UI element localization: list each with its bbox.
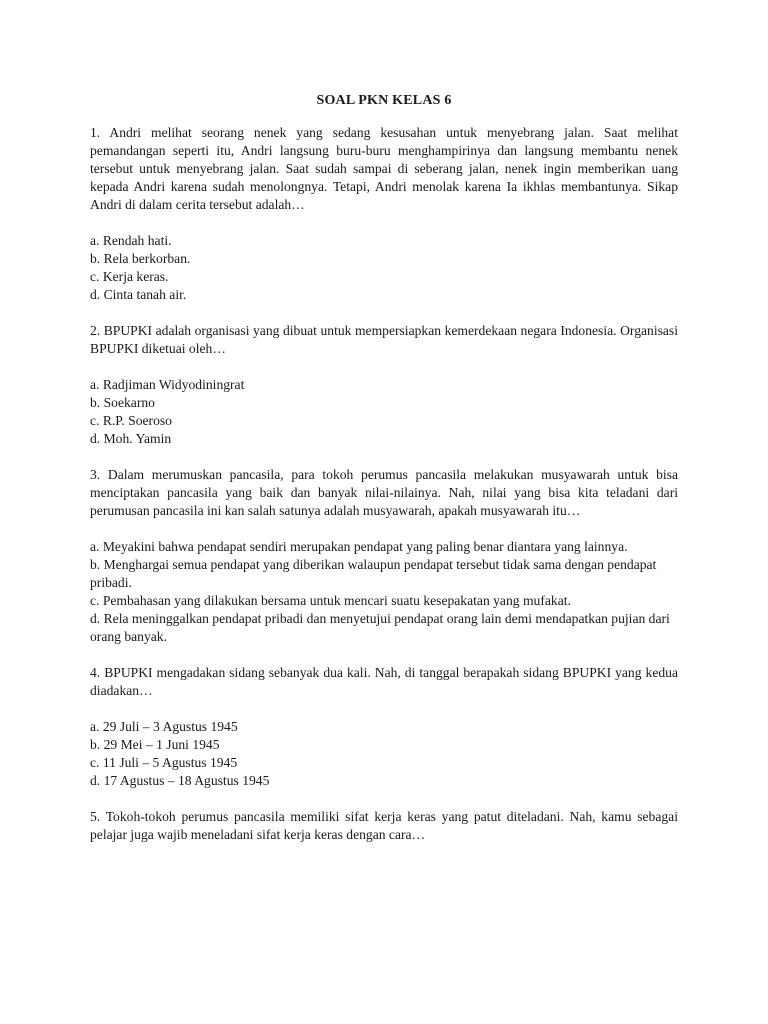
question-text: 2. BPUPKI adalah organisasi yang dibuat untuk mempersiapkan kemerdekaan negara Indonesia. Organisasi BPUPKI diketuai oleh… xyxy=(90,323,678,356)
option-d: d. Cinta tanah air. xyxy=(90,287,187,302)
question-text: 4. BPUPKI mengadakan sidang sebanyak dua kali. Nah, di tanggal berapakah sidang BPUPKI yang kedua diadakan… xyxy=(90,665,678,698)
question-text: 5. Tokoh-tokoh perumus pancasila memiliki sifat kerja keras yang patut diteladani. Nah, kamu sebagai pelajar juga wajib meneladani sifat kerja keras dengan cara… xyxy=(90,809,678,842)
option-b: b. Soekarno xyxy=(90,395,155,410)
option-d: d. Moh. Yamin xyxy=(90,431,172,446)
question-text: 1. Andri melihat seorang nenek yang sedang kesusahan untuk menyebrang jalan. Saat melihat pemandangan seperti itu, Andri langsung buru-buru menghampirinya dan langsung membantu nenek tersebut untuk menyebrang jalan. Saat sudah sampai di seberang jalan, nenek ingin memberikan uang kepada Andri karena sudah menolongnya. Tetapi, Andri menolak karena Ia ikhlas membantunya. Sikap Andri di dalam cerita tersebut adalah… xyxy=(90,125,678,212)
option-a: a. 29 Juli – 3 Agustus 1945 xyxy=(90,719,238,734)
question-3 xyxy=(90,466,678,646)
question-5 xyxy=(90,808,678,844)
option-list xyxy=(90,538,678,646)
option-a: a. Meyakini bahwa pendapat sendiri merupakan pendapat yang paling benar diantara yang lainnya. xyxy=(90,539,628,554)
option-list xyxy=(90,376,678,448)
option-b: b. Rela berkorban. xyxy=(90,251,191,266)
question-text: 3. Dalam merumuskan pancasila, para tokoh perumus pancasila melakukan musyawarah untuk bisa menciptakan pancasila yang baik dan banyak nilai-nilainya. Nah, nilai yang bisa kita teladani dari perumusan pancasila ini kan salah satunya adalah musyawarah, apakah musyawarah itu… xyxy=(90,467,678,518)
question-4 xyxy=(90,664,678,790)
option-a: a. Radjiman Widyodiningrat xyxy=(90,377,245,392)
option-a: a. Rendah hati. xyxy=(90,233,172,248)
document-page xyxy=(90,92,678,844)
page-title: SOAL PKN KELAS 6 xyxy=(316,93,452,108)
option-c: c. R.P. Soeroso xyxy=(90,413,172,428)
option-b: b. Menghargai semua pendapat yang diberikan walaupun pendapat tersebut tidak sama dengan pendapat pribadi. xyxy=(90,557,657,590)
option-c: c. 11 Juli – 5 Agustus 1945 xyxy=(90,755,238,770)
question-1 xyxy=(90,124,678,304)
question-2 xyxy=(90,322,678,448)
option-d: d. Rela meninggalkan pendapat pribadi dan menyetujui pendapat orang lain demi mendapatkan pujian dari orang banyak. xyxy=(90,611,670,644)
option-b: b. 29 Mei – 1 Juni 1945 xyxy=(90,737,220,752)
option-list xyxy=(90,718,678,790)
option-c: c. Kerja keras. xyxy=(90,269,169,284)
option-d: d. 17 Agustus – 18 Agustus 1945 xyxy=(90,773,270,788)
option-list xyxy=(90,232,678,304)
option-c: c. Pembahasan yang dilakukan bersama untuk mencari suatu kesepakatan yang mufakat. xyxy=(90,593,571,608)
